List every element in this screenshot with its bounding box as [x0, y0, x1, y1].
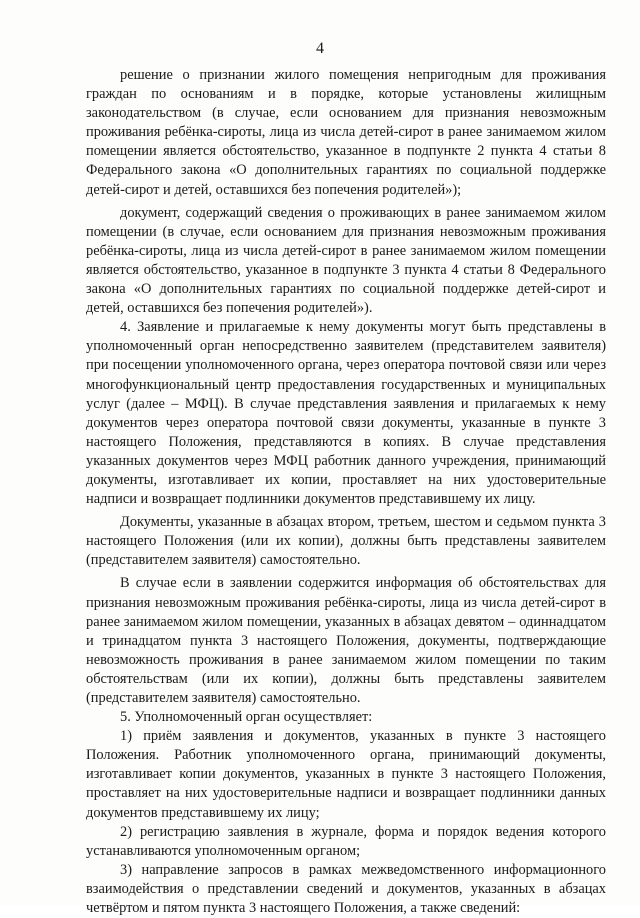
page-number: 4: [316, 40, 324, 57]
paragraph-authority-heading: 5. Уполномоченный орган осуществляет:: [120, 709, 373, 726]
paragraph-required-documents: Документы, указанные в абзацах втором, третьем, шестом и седьмом пункта 3 настоящего Положения (или их копии), должны быть представлены заявителем (представителем заявителя) самостоятельно.: [86, 514, 606, 569]
paragraph-circumstances: В случае если в заявлении содержится информация об обстоятельствах для признания невозможным проживания ребёнка-сироты, лица из числа детей-сирот в ранее занимаемом жилом помещении, указанных в абзацах девятом – одиннадцатом и тринадцатом пункта 3 настоящего Положения, документы, подтверждающие невозможность проживания в ранее занимаемом жилом помещении по таким обстоятельствам (или их копии), должны быть представлены заявителем (представителем заявителя) самостоятельно.: [86, 575, 606, 706]
list-item-reception: 1) приём заявления и документов, указанных в пункте 3 настоящего Положения. Работник уполномоченного органа, принимающий документы, изготавливает копии документов, указанных в пункте 3 настоящего Положения, проставляет на них удостоверительные надписи и возвращает подлинники данных документов представившему их лицу;: [86, 728, 606, 821]
document-body: [86, 66, 606, 918]
paragraph-residents-document: документ, содержащий сведения о проживающих в ранее занимаемом жилом помещении (в случае, если основанием для признания невозможным проживания ребёнка-сироты, лица из числа детей-сирот в ранее занимаемом жилом помещении является обстоятельство, указанное в подпункте 3 пункта 4 статьи 8 Федерального закона «О дополнительных гарантиях по социальной поддержке детей-сирот и детей, оставшихся без попечения родителей»).: [86, 204, 606, 317]
list-item-registration: 2) регистрацию заявления в журнале, форма и порядок ведения которого устанавливаются уполномоченным органом;: [86, 823, 606, 859]
paragraph-decision: решение о признании жилого помещения непригодным для проживания граждан по основаниям и в порядке, которые установлены жилищным законодательством (в случае, если основанием для признания невозможным проживания ребёнка-сироты, лица из числа детей-сирот в ранее занимаемом жилом помещении является обстоятельство, указанное в подпункте 2 пункта 4 статьи 8 Федерального закона «О дополнительных гарантиях по социальной поддержке детей-сирот и детей, оставшихся без попечения родителей»);: [86, 67, 606, 198]
paragraph-submission-methods: 4. Заявление и прилагаемые к нему документы могут быть представлены в уполномоченный орган непосредственно заявителем (представителем заявителя) при посещении уполномоченного органа, через оператора почтовой связи или через многофункциональный центр предоставления государственных и муниципальных услуг (далее – МФЦ). В случае представления заявления и прилагаемых к нему документов через оператора почтовой связи документы, указанные в пункте 3 настоящего Положения, представляются в копиях. В случае представления указанных документов через МФЦ работник данного учреждения, принимающий документы, изготавливает их копии, проставляет на них удостоверительные надписи и возвращает подлинники документов представившему их лицу.: [86, 319, 606, 508]
list-item-requests: 3) направление запросов в рамках межведомственного информационного взаимодействия о представлении сведений и документов, указанных в абзацах четвёртом и пятом пункта 3 настоящего Положения, а также сведений:: [86, 861, 606, 917]
